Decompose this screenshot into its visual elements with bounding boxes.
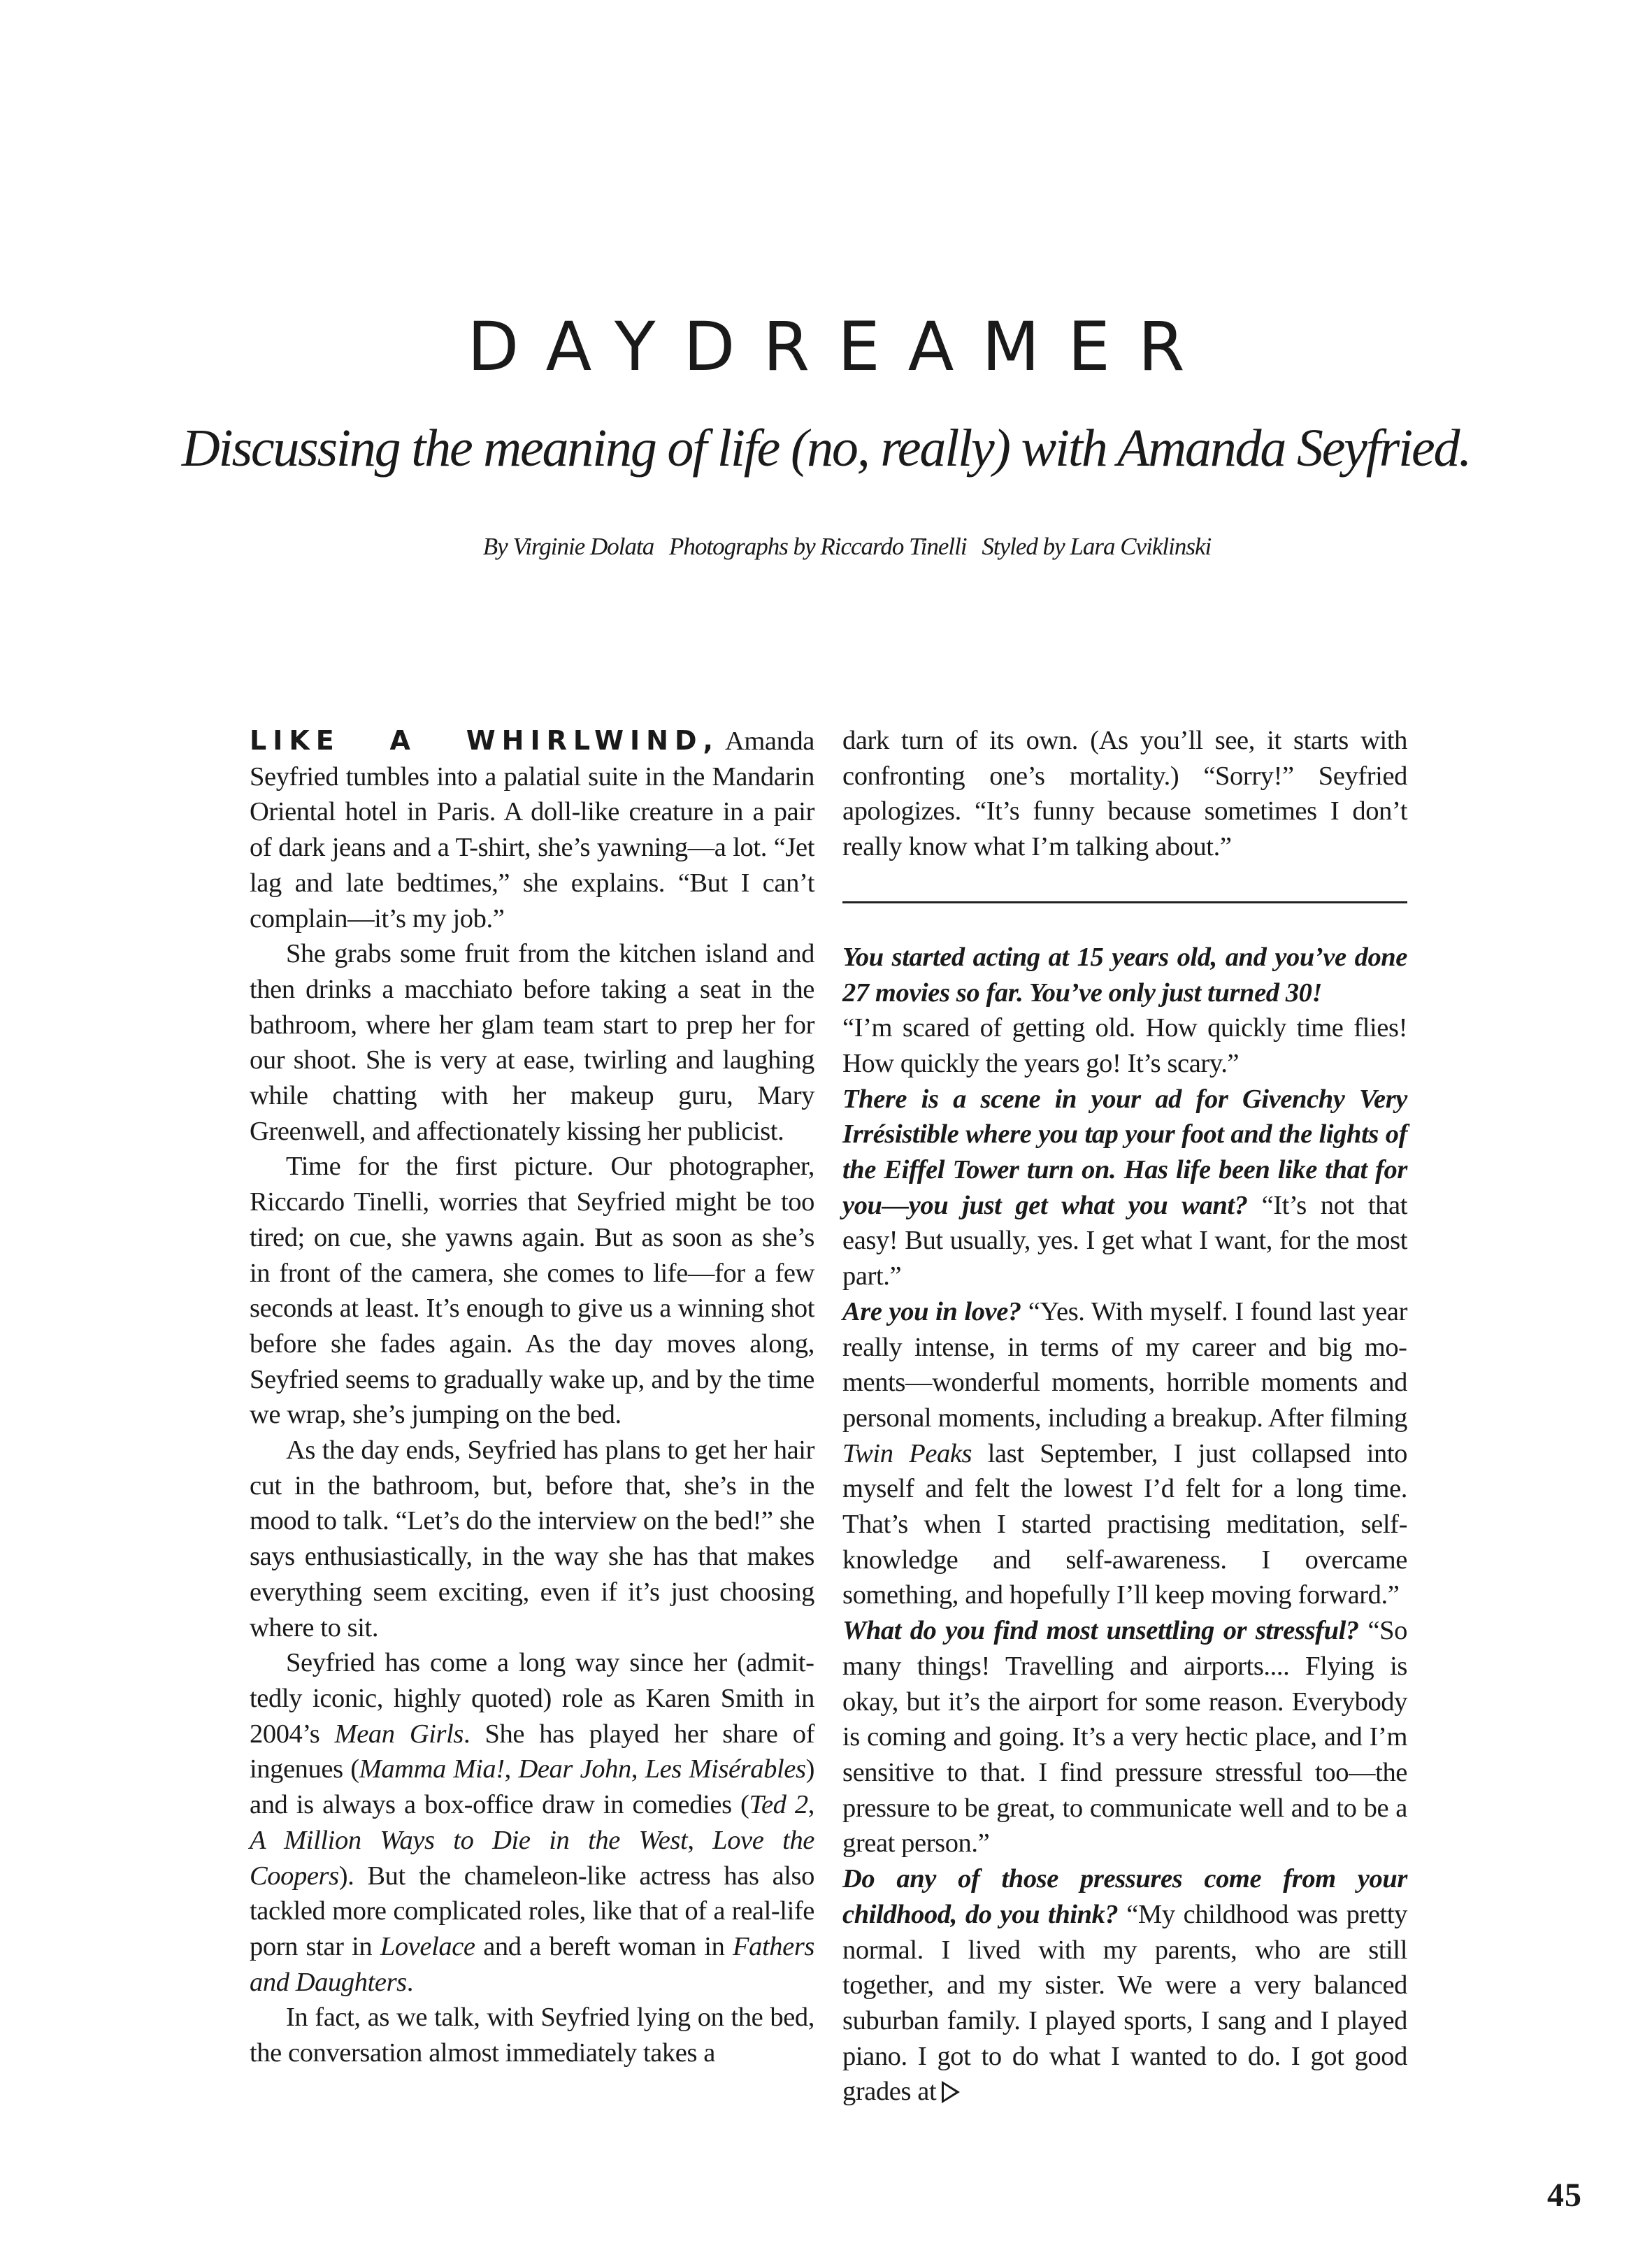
qa-3 [842, 1294, 1407, 1613]
film-title: Ted 2 [749, 1790, 808, 1820]
p5-text-g: , [687, 1825, 713, 1855]
p5-text-b: . She has played her share of ingenues ( [250, 1719, 814, 1784]
p5-text-h: ). But the chameleon-like actress has also tackled more complicated roles, like that of a real-life porn star in [250, 1861, 814, 1961]
continue-arrow-icon [942, 2081, 960, 2103]
continued-paragraph: dark turn of its own. (As you’ll see, it starts with confronting one’s mortality.) “Sorry!” Seyfried apologizes. “It’s funny because sometimes I don’t really know what I’m talking about.” [842, 726, 1407, 862]
qa-5 [842, 1861, 1407, 2110]
p5-text-f: , [807, 1790, 814, 1820]
paragraph-3: Time for the first picture. Our photographer, Riccardo Tinelli, worries that Seyfried might be too tired; on cue, she yawns again. But as soon as she’s in front of the camera, she comes to life—for a few seconds at least. It’s enough to give us a winning shot before she fades again. As the day moves along, Seyfried seems to gradually wake up, and by the time we wrap, she’s jumping on the bed. [250, 1152, 814, 1430]
question-text: What do you find most unsettling or stressful? [842, 1616, 1359, 1646]
byline-stylist: Styled by Lara Cviklinski [982, 533, 1212, 560]
byline-author: By Virginie Dolata [482, 533, 654, 560]
paragraph-5 [250, 1645, 814, 2000]
qa-4 [842, 1613, 1407, 1861]
film-title: Mamma Mia! [359, 1754, 505, 1784]
byline-photographer: Photographs by Riccardo Tinelli [669, 533, 967, 560]
answer-text: “So many things! Travelling and airports.... Flying is okay, but it’s the airport for some reason. Everybody is coming and going. It’s a very hectic place, and I’m sensitive to that. I find pressure stressful too—the pressure to be great, to communicate well and to be a great person.” [842, 1616, 1407, 1859]
film-title: Dear John [518, 1754, 631, 1784]
article-title: DAYDREAMER [467, 308, 1213, 386]
film-title: Les Misérables [645, 1754, 806, 1784]
question-1 [842, 940, 1407, 1010]
qa-2 [842, 1082, 1407, 1294]
question-text: Do any of those pressures come from your childhood, do you think? [842, 1864, 1407, 1929]
lead-in: LIKE A WHIRLWIND, [250, 725, 719, 756]
p5-text-d: , [631, 1754, 645, 1784]
p5-text-j: . [406, 1967, 413, 1997]
film-title: Love the Coopers [250, 1825, 814, 1891]
question-text: There is a scene in your ad for Givenchy Very Irrésistible where you tap your foot and the lights of the Eiffel Tower turn on. Has life been like that for you—you just get what you want? [842, 1084, 1407, 1220]
film-title: Fathers and Daughters [250, 1931, 815, 1997]
p5-text-a: Seyfried has come a long way since her (admittedly iconic, highly quoted) role as Karen Smith in 2004’s [250, 1648, 814, 1749]
film-title: Mean Girls [334, 1719, 464, 1749]
left-column [250, 723, 814, 2071]
answer-text: “It’s not that easy! But usually, yes. I get what I want, for the most part.” [842, 1190, 1408, 1291]
answer-text: “My childhood was pretty normal. I lived with my parents, who are still together, and my sister. We were a very balanced suburban family. I played sports, I sang and I played piano. I got to do what I wanted to do. I got good grades at [842, 1899, 1407, 2107]
film-title: Lovelace [380, 1931, 475, 1961]
byline [0, 533, 1652, 561]
p5-text-c: , [504, 1754, 519, 1784]
question-text: Are you in love? [842, 1296, 1021, 1326]
question-text: You started acting at 15 years old, and you’ve done 27 movies so far. You’ve only just turned 30! [842, 942, 1407, 1008]
paragraph-1-text: Amanda Seyfried tumbles into a palatial suite in the Mandarin Oriental hotel in Paris. A doll-like creature in a pair of dark jeans and a T-shirt, she’s yawning—a lot. “Jet lag and late bedtimes,” she explains. “But I can’t complain—it’s my job.” [250, 726, 814, 933]
page-number: 45 [1547, 2177, 1582, 2214]
show-title: Twin Peaks [842, 1438, 972, 1468]
film-title: A Million Ways to Die in the West [250, 1825, 688, 1855]
paragraph-6: In fact, as we talk, with Seyfried lying on the bed, the conversation almost immediately takes a [250, 2003, 814, 2068]
paragraph-1 [250, 723, 814, 936]
article-dek: Discussing the meaning of life (no, really) with Amanda Seyfried. [181, 419, 1471, 478]
p5-text-e: ) and is always a box-office draw in comedies ( [250, 1754, 814, 1820]
answer-1: “I’m scared of getting old. How quickly time flies! How quickly the years go! It’s scary.” [842, 1013, 1407, 1078]
section-divider [842, 901, 1407, 903]
paragraph-2: She grabs some fruit from the kitchen island and then drinks a macchiato before taking a seat in the bathroom, where her glam team start to prep her for our shoot. She is very at ease, twirling and laughing while chatting with her makeup guru, Mary Greenwell, and affectionately kissing her publicist. [250, 939, 814, 1146]
p5-text-i: and a bereft woman in [475, 1931, 733, 1961]
paragraph-4: As the day ends, Seyfried has plans to get her hair cut in the bathroom, but, before that, she’s in the mood to talk. “Let’s do the interview on the bed!” she says enthusiastically, in the way she has that makes everything seem exciting, even if it’s just choosing where to sit. [250, 1436, 814, 1642]
answer-text: last September, I just collapsed into myself and felt the lowest I’d felt for a long time. That’s when I started practising meditation, self-knowledge and self-awareness. I overcame something, and hopefully I’ll keep moving forward.” [842, 1438, 1408, 1610]
answer-text: “Yes. With myself. I found last year really intense, in terms of my career and big moments—wonderful moments, horrible moments and personal moments, including a breakup. After filming [842, 1296, 1407, 1433]
right-column [842, 723, 1407, 2110]
